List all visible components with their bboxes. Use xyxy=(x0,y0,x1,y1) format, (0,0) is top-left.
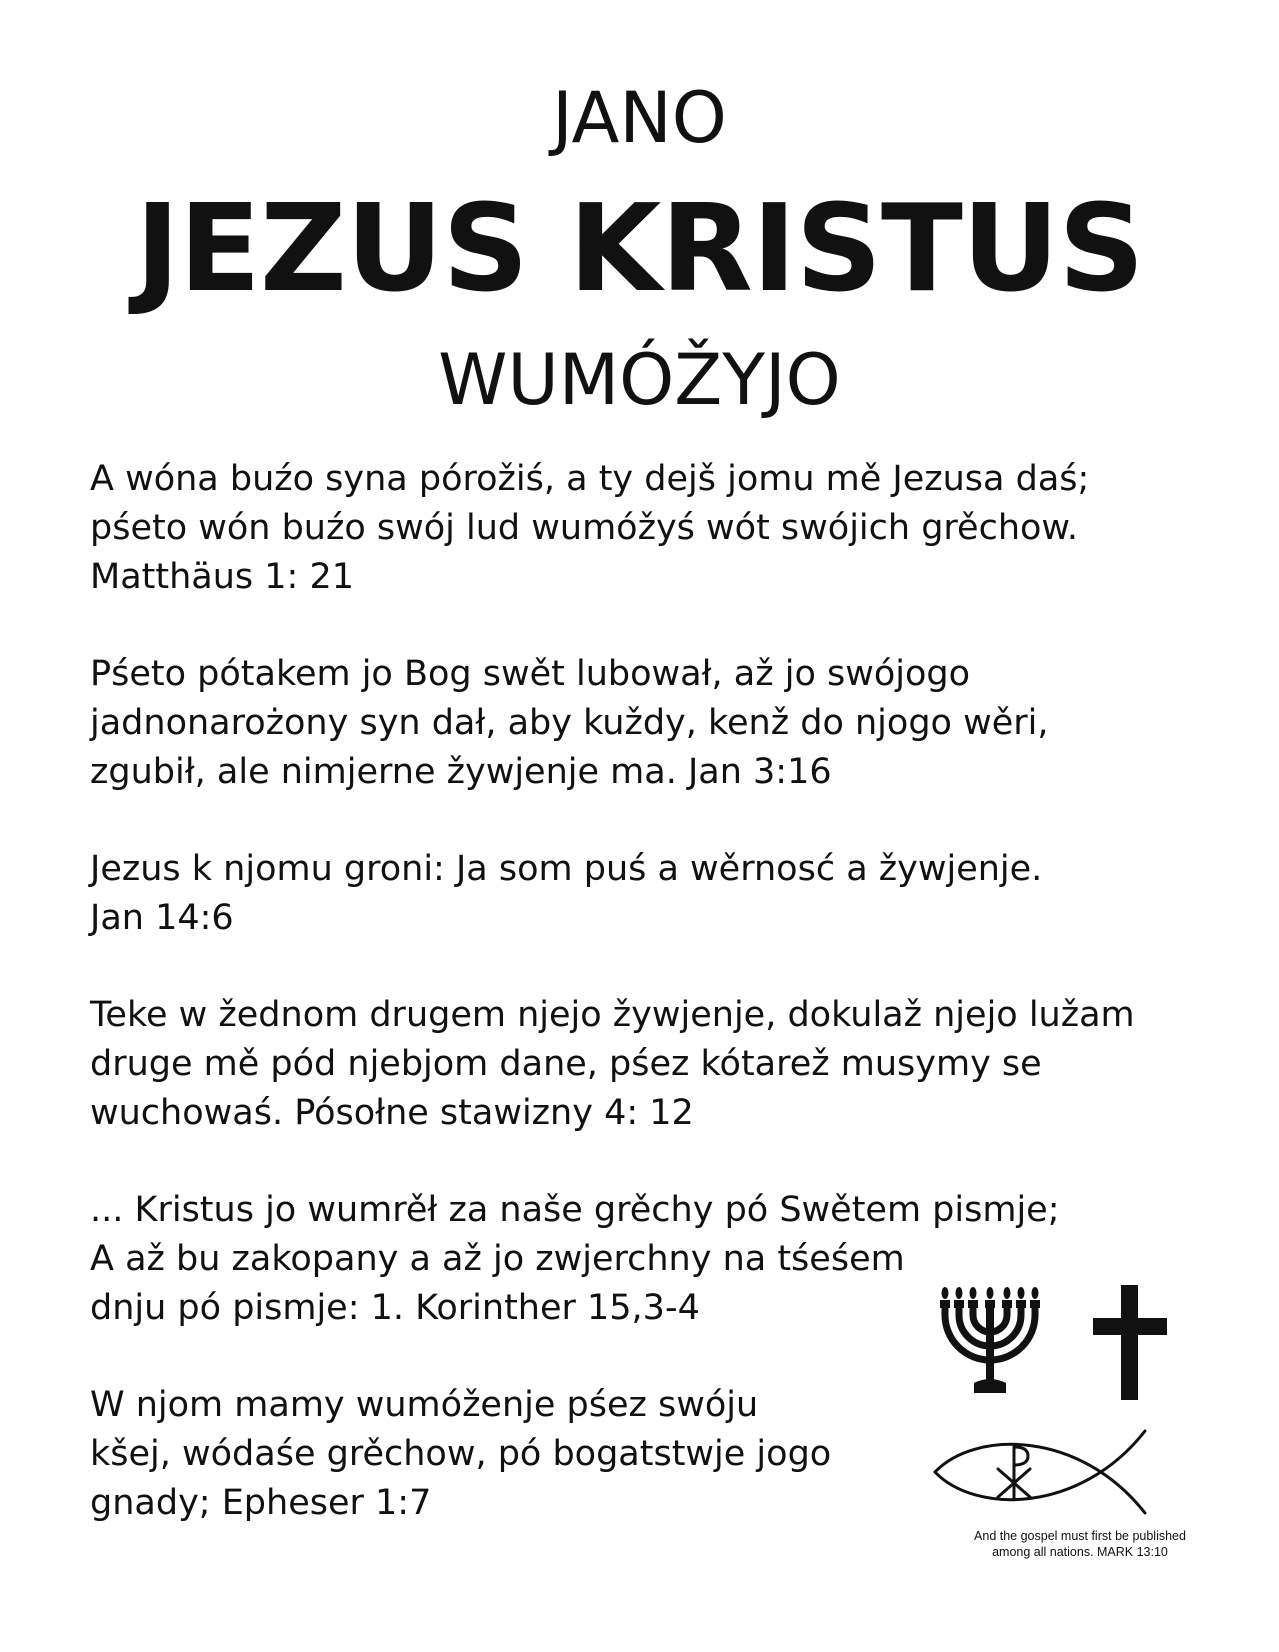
ichthys-chi-rho-icon xyxy=(930,1425,1170,1520)
verse-line: gnady; Epheser 1:7 xyxy=(90,1483,432,1523)
cross-icon xyxy=(1085,1285,1175,1405)
verse-line: jadnonarożony syn dał, aby kuždy, kenž do njogo wěri, xyxy=(90,703,1049,743)
verse-jan-14-6 xyxy=(90,845,1210,943)
verse-matthaus-1-21 xyxy=(90,455,1210,602)
verse-line: Pśeto pótakem jo Bog swět lubował, až jo swójogo xyxy=(90,654,971,694)
caption-line: among all nations. MARK 13:10 xyxy=(992,1545,1168,1559)
verse-line: Matthäus 1: 21 xyxy=(90,557,354,597)
verse-line: druge mě pód njebjom dane, pśez kótarež musymy se xyxy=(90,1044,1042,1084)
verse-line: pśeto wón buźo swój lud wumóžyś wót swójich grěchow. xyxy=(90,508,1078,548)
verse-line: zgubił, ale nimjerne žywjenje ma. Jan 3:16 xyxy=(90,752,832,792)
mark-13-10-caption xyxy=(930,1528,1230,1560)
title-wumozyjo: WUMÓŽYJO xyxy=(438,339,841,421)
menorah-icon xyxy=(930,1285,1050,1405)
verse-line: dnju pó pismje: 1. Korinther 15,3-4 xyxy=(90,1288,700,1328)
verse-line: A až bu zakopany a až jo zwjerchny na tśeśem xyxy=(90,1239,905,1279)
verse-line: kšej, wódaśe grěchow, pó bogatstwje jogo xyxy=(90,1434,832,1474)
title-jano: JANO xyxy=(552,77,727,159)
verse-line: Teke w žednom drugem njejo žywjenje, dokulaž njejo lužam xyxy=(90,995,1135,1035)
verse-posolne-stawizny-4-12 xyxy=(90,991,1210,1138)
verse-line: ... Kristus jo wumrěł za naše grěchy pó Swětem pismje; xyxy=(90,1190,1060,1230)
title-jezus-kristus: JEZUS KRISTUS xyxy=(135,180,1144,319)
verse-line: wuchowaś. Pósołne stawizny 4: 12 xyxy=(90,1093,694,1133)
faith-symbols xyxy=(930,1285,1230,1625)
verse-line: Jezus k njomu groni: Ja som puś a wěrnosć a žywjenje. xyxy=(90,849,1043,889)
verse-line: W njom mamy wumóženje pśez swóju xyxy=(90,1385,759,1425)
caption-line: And the gospel must first be published xyxy=(974,1529,1186,1543)
verse-jan-3-16 xyxy=(90,650,1210,797)
verse-line: A wóna buźo syna pórožiś, a ty dejš jomu mě Jezusa daś; xyxy=(90,459,1090,499)
verse-line: Jan 14:6 xyxy=(90,898,234,938)
